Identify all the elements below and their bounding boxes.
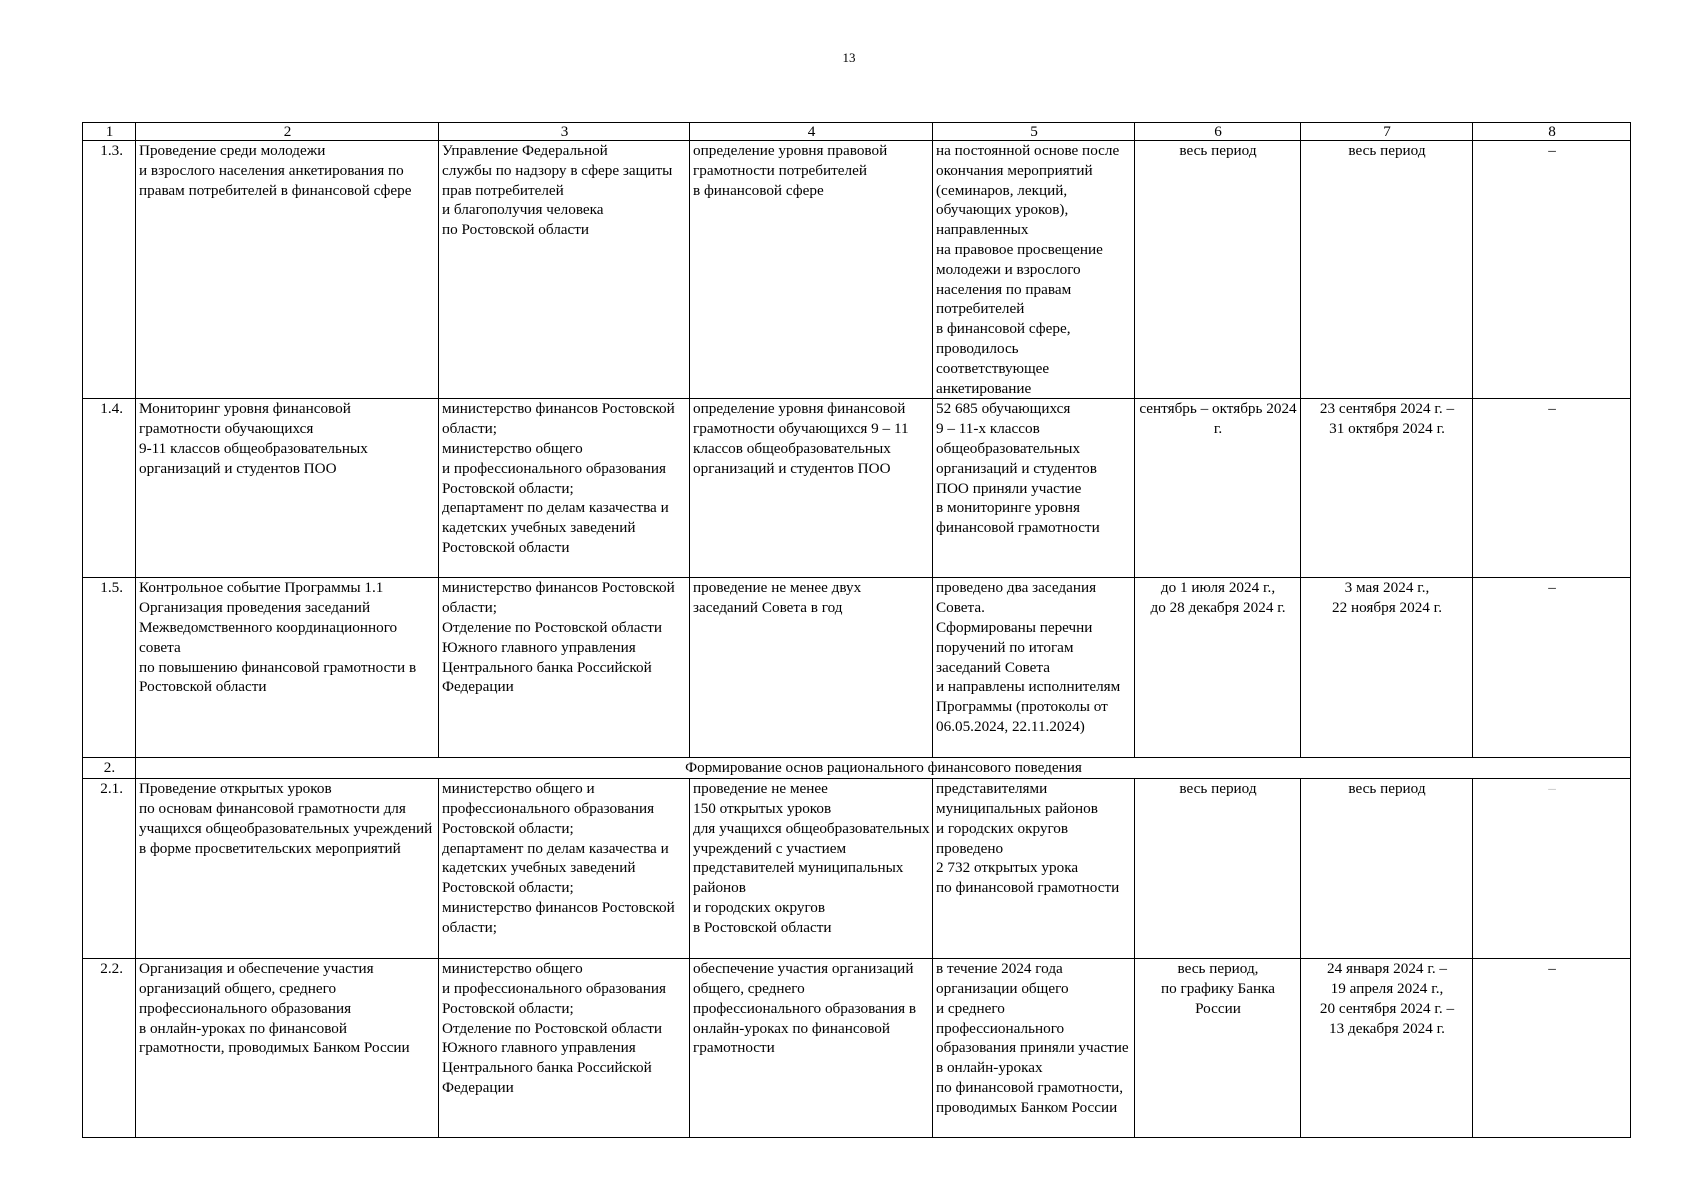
executor-cell: министерство общего и профессионального образования Ростовской области; Отделение по Ростовской области Южного главного управления Центрального банка Российской Федерации	[439, 959, 690, 1138]
column-number: 7	[1301, 123, 1473, 141]
actual-date-cell: 23 сентября 2024 г. – 31 октября 2024 г.	[1301, 399, 1473, 578]
planned-date-cell: весь период, по графику Банка России	[1135, 959, 1301, 1138]
actual-date-cell: 24 января 2024 г. – 19 апреля 2024 г., 20 сентября 2024 г. – 13 декабря 2024 г.	[1301, 959, 1473, 1138]
expected-result-cell: определение уровня финансовой грамотности обучающихся 9 – 11 классов общеобразовательных организаций и студентов ПОО	[690, 399, 933, 578]
note-cell: –	[1473, 959, 1631, 1138]
section-title: Формирование основ рационального финансового поведения	[136, 758, 1631, 779]
actual-result-cell: проведено два заседания Совета. Сформированы перечни поручений по итогам заседаний Совета и направлены исполнителям Программы (протоколы от 06.05.2024, 22.11.2024)	[933, 578, 1135, 758]
row-number: 1.5.	[83, 578, 136, 758]
expected-result-cell: определение уровня правовой грамотности потребителей в финансовой сфере	[690, 141, 933, 399]
row-number: 1.4.	[83, 399, 136, 578]
table-row	[83, 779, 1631, 959]
executor-cell: министерство финансов Ростовской области; Отделение по Ростовской области Южного главного управления Центрального банка Российской Федерации	[439, 578, 690, 758]
note-cell: –	[1473, 578, 1631, 758]
column-number: 2	[136, 123, 439, 141]
row-number: 2.2.	[83, 959, 136, 1138]
actual-result-cell: представителями муниципальных районов и городских округов проведено 2 732 открытых урока по финансовой грамотности	[933, 779, 1135, 959]
event-cell: Проведение открытых уроков по основам финансовой грамотности для учащихся общеобразовательных учреждений в форме просветительских мероприятий	[136, 779, 439, 959]
planned-date-cell: весь период	[1135, 141, 1301, 399]
row-number: 2.1.	[83, 779, 136, 959]
note-cell: –	[1473, 779, 1631, 959]
executor-cell: министерство финансов Ростовской области; министерство общего и профессионального образования Ростовской области; департамент по делам казачества и кадетских учебных заведений Ростовской области	[439, 399, 690, 578]
event-cell: Контрольное событие Программы 1.1 Организация проведения заседаний Межведомственного координационного совета по повышению финансовой грамотности в Ростовской области	[136, 578, 439, 758]
event-cell: Проведение среди молодежи и взрослого населения анкетирования по правам потребителей в финансовой сфере	[136, 141, 439, 399]
event-cell: Мониторинг уровня финансовой грамотности обучающихся 9-11 классов общеобразовательных организаций и студентов ПОО	[136, 399, 439, 578]
actual-date-cell: весь период	[1301, 141, 1473, 399]
actual-result-cell: в течение 2024 года организации общего и среднего профессионального образования приняли участие в онлайн-уроках по финансовой грамотности, проводимых Банком России	[933, 959, 1135, 1138]
table-row	[83, 399, 1631, 578]
actual-result-cell: 52 685 обучающихся 9 – 11-х классов общеобразовательных организаций и студентов ПОО приняли участие в мониторинге уровня финансовой грамотности	[933, 399, 1135, 578]
column-number: 5	[933, 123, 1135, 141]
table-row	[83, 959, 1631, 1138]
section-row	[83, 758, 1631, 779]
planned-date-cell: до 1 июля 2024 г., до 28 декабря 2024 г.	[1135, 578, 1301, 758]
row-number: 1.3.	[83, 141, 136, 399]
expected-result-cell: проведение не менее 150 открытых уроков для учащихся общеобразовательных учреждений с участием представителей муниципальных районов и городских округов в Ростовской области	[690, 779, 933, 959]
planned-date-cell: сентябрь – октябрь 2024 г.	[1135, 399, 1301, 578]
note-cell: –	[1473, 399, 1631, 578]
event-cell: Организация и обеспечение участия организаций общего, среднего профессионального образования в онлайн-уроках по финансовой грамотности, проводимых Банком России	[136, 959, 439, 1138]
section-number: 2.	[83, 758, 136, 779]
column-number-row	[83, 123, 1631, 141]
column-number: 1	[83, 123, 136, 141]
column-number: 8	[1473, 123, 1631, 141]
actual-date-cell: 3 мая 2024 г., 22 ноября 2024 г.	[1301, 578, 1473, 758]
table-row	[83, 578, 1631, 758]
executor-cell: Управление Федеральной службы по надзору в сфере защиты прав потребителей и благополучия человека по Ростовской области	[439, 141, 690, 399]
column-number: 6	[1135, 123, 1301, 141]
actual-date-cell: весь период	[1301, 779, 1473, 959]
activity-table	[82, 122, 1631, 1138]
column-number: 4	[690, 123, 933, 141]
expected-result-cell: обеспечение участия организаций общего, среднего профессионального образования в онлайн-уроках по финансовой грамотности	[690, 959, 933, 1138]
expected-result-cell: проведение не менее двух заседаний Совета в год	[690, 578, 933, 758]
table-row	[83, 141, 1631, 399]
column-number: 3	[439, 123, 690, 141]
page-number: 13	[842, 50, 856, 65]
note-cell: –	[1473, 141, 1631, 399]
actual-result-cell: на постоянной основе после окончания мероприятий (семинаров, лекций, обучающих уроков), направленных на правовое просвещение молодежи и взрослого населения по правам потребителей в финансовой сфере, проводилось соответствующее анкетирование	[933, 141, 1135, 399]
executor-cell: министерство общего и профессионального образования Ростовской области; департамент по делам казачества и кадетских учебных заведений Ростовской области; министерство финансов Ростовской области;	[439, 779, 690, 959]
planned-date-cell: весь период	[1135, 779, 1301, 959]
